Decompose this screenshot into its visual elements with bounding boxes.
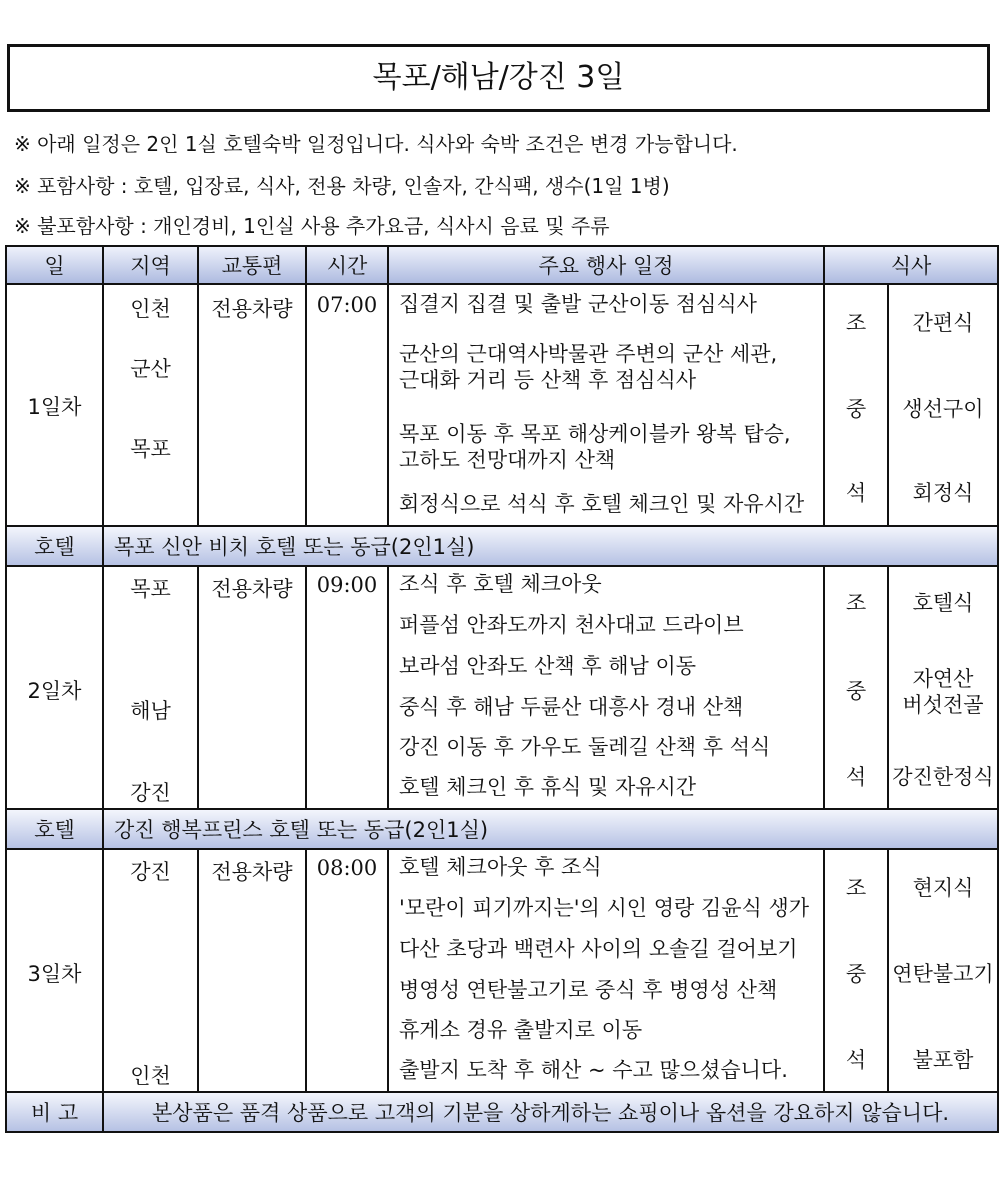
remarks-label: 비 고 [6, 1092, 103, 1132]
time: 07:00 [316, 293, 378, 317]
schedule-line: 군산의 근대역사박물관 주변의 군산 세관, [399, 342, 778, 366]
schedule-line: 중식 후 해남 두륜산 대흥사 경내 산책 [399, 695, 744, 719]
region: 군산 [130, 357, 171, 381]
schedule-line: 호텔 체크인 후 휴식 및 자유시간 [399, 775, 697, 799]
meal-lunch: 연탄불고기 [892, 962, 994, 986]
remarks-text: 본상품은 품격 상품으로 고객의 기분을 상하게하는 쇼핑이나 옵션을 강요하지 않습니다. [103, 1092, 998, 1132]
transport: 전용차량 [211, 860, 293, 884]
header-day: 일 [6, 246, 103, 284]
hotel-text: 목포 신안 비치 호텔 또는 동급(2인1실) [103, 526, 998, 566]
meal-label-lunch: 중 [845, 679, 867, 703]
time: 08:00 [316, 856, 378, 880]
day-label: 2일차 [27, 679, 82, 703]
header-schedule: 주요 행사 일정 [388, 246, 824, 284]
day-label: 3일차 [27, 962, 82, 986]
meal-lunch: 생선구이 [902, 397, 984, 421]
meal-label-lunch: 중 [845, 962, 867, 986]
region: 인천 [130, 297, 171, 321]
schedule-line: 출발지 도착 후 해산 ~ 수고 많으셨습니다. [399, 1058, 788, 1082]
transport: 전용차량 [211, 297, 293, 321]
header-row [6, 246, 998, 284]
region: 해남 [130, 699, 171, 723]
region: 강진 [130, 781, 171, 805]
day-row-3 [6, 849, 998, 1092]
meal-breakfast: 간편식 [912, 311, 974, 335]
itinerary-table [5, 245, 999, 1133]
schedule-line: 집결지 집결 및 출발 군산이동 점심식사 [399, 292, 757, 316]
schedule-line: 목포 이동 후 목포 해상케이블카 왕복 탑승, [399, 422, 791, 446]
header-region: 지역 [103, 246, 198, 284]
day-row-2 [6, 566, 998, 809]
meal-dinner: 회정식 [912, 481, 974, 505]
meal-breakfast: 현지식 [912, 876, 974, 900]
region: 인천 [130, 1064, 171, 1088]
schedule-line: 강진 이동 후 가우도 둘레길 산책 후 석식 [399, 735, 771, 759]
region: 강진 [130, 860, 171, 884]
header-time: 시간 [306, 246, 388, 284]
page-title: 목포/해남/강진 3일 [7, 44, 990, 112]
schedule-line: 근대화 거리 등 산책 후 점심식사 [399, 368, 697, 392]
schedule-line: 퍼플섬 안좌도까지 천사대교 드라이브 [399, 613, 744, 637]
region: 목포 [130, 437, 171, 461]
meal-label-breakfast: 조 [845, 311, 867, 335]
meal-dinner: 불포함 [912, 1048, 974, 1072]
meal-label-dinner: 석 [845, 481, 867, 505]
schedule-line: 호텔 체크아웃 후 조식 [399, 855, 602, 879]
hotel-row-2 [6, 809, 998, 849]
region: 목포 [130, 577, 171, 601]
meal-breakfast: 호텔식 [912, 591, 974, 615]
note-excluded: ※ 불포함사항 : 개인경비, 1인실 사용 추가요금, 식사시 음료 및 주류 [14, 214, 610, 238]
meal-label-dinner: 석 [845, 765, 867, 789]
hotel-text: 강진 행복프린스 호텔 또는 동급(2인1실) [103, 809, 998, 849]
schedule-line: 휴게소 경유 출발지로 이동 [399, 1018, 643, 1042]
meal-label-dinner: 석 [845, 1048, 867, 1072]
time: 09:00 [316, 573, 378, 597]
schedule-line: 다산 초당과 백련사 사이의 오솔길 걸어보기 [399, 937, 798, 961]
meal-dinner: 강진한정식 [892, 765, 994, 789]
remarks-row [6, 1092, 998, 1132]
meal-label-breakfast: 조 [845, 591, 867, 615]
transport: 전용차량 [211, 577, 293, 601]
meal-lunch: 자연산 [912, 667, 974, 691]
meal-lunch-line2: 버섯전골 [902, 693, 984, 717]
header-transport: 교통편 [198, 246, 306, 284]
day-row-1 [6, 284, 998, 526]
header-meals: 식사 [824, 246, 998, 284]
note-included: ※ 포함사항 : 호텔, 입장료, 식사, 전용 차량, 인솔자, 간식팩, 생수(1일 1병) [14, 174, 670, 198]
schedule-line: '모란이 피기까지는'의 시인 영랑 김윤식 생가 [399, 896, 810, 920]
day-label: 1일차 [27, 395, 82, 419]
note-schedule: ※ 아래 일정은 2인 1실 호텔숙박 일정입니다. 식사와 숙박 조건은 변경 가능합니다. [14, 132, 738, 156]
schedule-line: 조식 후 호텔 체크아웃 [399, 572, 602, 596]
schedule-line: 보라섬 안좌도 산책 후 해남 이동 [399, 654, 697, 678]
meal-label-lunch: 중 [845, 397, 867, 421]
schedule-line: 병영성 연탄불고기로 중식 후 병영성 산책 [399, 978, 778, 1002]
meal-label-breakfast: 조 [845, 876, 867, 900]
hotel-label: 호텔 [6, 809, 103, 849]
schedule-line: 회정식으로 석식 후 호텔 체크인 및 자유시간 [399, 492, 805, 516]
hotel-label: 호텔 [6, 526, 103, 566]
schedule-line: 고하도 전망대까지 산책 [399, 448, 616, 472]
hotel-row-1 [6, 526, 998, 566]
